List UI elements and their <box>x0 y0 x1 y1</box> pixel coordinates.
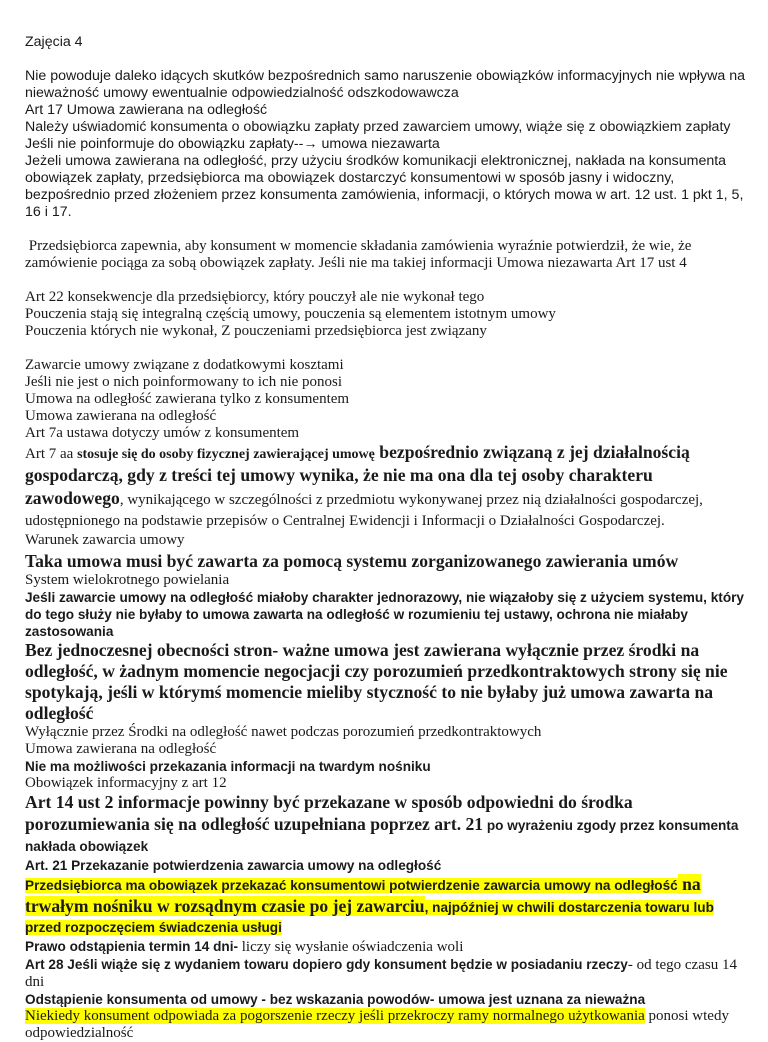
withdrawal-line <box>25 938 745 956</box>
art28-rest: - od tego czasu 14 dni <box>25 957 737 990</box>
art22-line-3: Pouczenia których nie wykonał, Z pouczeniami przedsiębiorca jest związany <box>25 323 487 339</box>
art7a-line: Art 7a ustawa dotyczy umów z konsumentem <box>25 425 300 441</box>
document-body <box>25 34 745 1042</box>
contract-distance-line: Umowa zawierana na odległość <box>25 741 217 757</box>
spacer <box>25 51 745 68</box>
art17-confirmation: Przedsiębiorca zapewnia, aby konsument w momencie składania zamówienia wyraźnie potwierdził, że wie, że zamówienie pociąga za sobą obowiązek zapłaty. Jeśli nie ma takiej informacji Umowa niezawarta Art 17 ust 4 <box>25 238 696 271</box>
condition-label: Warunek zawarcia umowy <box>25 532 185 548</box>
art21-highlight-small: Przedsiębiorca ma obowiązek przekazać konsumentowi potwierdzenie zawarcia umowy na odległość <box>25 878 678 893</box>
liability-line <box>25 1008 745 1042</box>
absence-paragraph: Bez jednoczesnej obecności stron- ważne umowa jest zawierana wyłącznie przez środki na odległość, w żadnym momencie negocjacji czy porozumień przedkontraktowych strony się nie spotykają, jeśli w którymś momencie mieliby styczność to nie byłaby już umowa zawarta na odległość <box>25 640 728 723</box>
spacer <box>25 272 745 289</box>
art17-paragraph: Jeżeli umowa zawierana na odległość, przy użyciu środków komunikacji elektronicznej, nakłada na konsumenta obowiązek zapłaty, przedsiębiorca ma obowiązek dostarczyć konsumentowi w sposób jasny i widoczny, bezpośrednio przed złożeniem przez konsumenta zamówienia, informacji, o których mowa w art. 12 ust. 1 pkt 1, 5, 16 i 17. <box>25 153 744 220</box>
intro-paragraph: Nie powoduje daleko idących skutków bezpośrednich samo naruszenie obowiązków informacyjnych nie wpływa na nieważność umowy ewentualnie odpowiedzialność odszkodowawcza <box>25 68 746 101</box>
art14-paragraph <box>25 792 745 857</box>
withdrawal-bold: Prawo odstąpienia termin 14 dni- <box>25 939 239 954</box>
spacer <box>25 340 745 357</box>
arrow-right-icon: → <box>303 136 318 152</box>
condition-bold: Taka umowa musi być zawarta za pomocą systemu zorganizowanego zawierania umów <box>25 551 679 571</box>
art17-note-2-text: Jeśli nie poinformuje do obowiązku zapłaty-- <box>25 136 304 152</box>
art21-paragraph <box>25 874 745 938</box>
liability-rest: ponosi wtedy odpowiedzialność <box>25 1008 729 1041</box>
costs-line-2: Jeśli nie jest o nich poinformowany to ich nie ponosi <box>25 374 343 390</box>
multiuse-line: System wielokrotnego powielania <box>25 572 230 588</box>
info-duty-line: Obowiązek informacyjny z art 12 <box>25 775 227 791</box>
art7aa-bold-small: stosuje się do osoby fizycznej zawierającej umowę <box>77 447 375 462</box>
art17-note-1: Należy uświadomić konsumenta o obowiązku zapłaty przed zawarciem umowy, wiąże się z obowiązkiem zapłaty <box>25 119 731 135</box>
art28-line <box>25 956 745 991</box>
art21-heading: Art. 21 Przekazanie potwierdzenia zawarcia umowy na odległość <box>25 858 442 873</box>
art7aa-bold-large: bezpośrednio związaną z jej działalnością gospodarczą, gdy z treści tej umowy wynika, że nie ma ona dla tej osoby charakteru zawodowego <box>25 442 690 508</box>
only-means-line: Wyłącznie przez Środki na odległość nawet podczas porozumień przedkontraktowych <box>25 724 542 740</box>
art22-line-2: Pouczenia stają się integralną częścią umowy, pouczenia są elementem istotnym umowy <box>25 306 556 322</box>
art28-bold: Art 28 Jeśli wiąże się z wydaniem towaru dopiero gdy konsument będzie w posiadaniu rzeczy <box>25 957 628 972</box>
costs-line-3: Umowa na odległość zawierana tylko z konsumentem <box>25 391 350 407</box>
art17-heading: Art 17 Umowa zawierana na odległość <box>25 102 268 118</box>
spacer <box>25 221 745 238</box>
art22-line-1: Art 22 konsekwencje dla przedsiębiorcy, który pouczył ale nie wykonał tego <box>25 289 485 305</box>
withdrawal-no-reason: Odstąpienie konsumenta od umowy - bez wskazania powodów- umowa jest uznana za nieważna <box>25 992 646 1007</box>
withdrawal-rest: liczy się wysłanie oświadczenia woli <box>238 939 464 955</box>
art14-large: Art 14 ust 2 informacje powinny być przekazane w sposób odpowiedni do środka porozumiewania się na odległość uzupełniana poprzez art. 21 <box>25 792 633 834</box>
art17-note-2-result: umowa niezawarta <box>317 136 440 152</box>
costs-line-1: Zawarcie umowy związane z dodatkowymi kosztami <box>25 357 344 373</box>
art7aa-paragraph <box>25 442 745 532</box>
liability-highlight: Niekiedy konsument odpowiada za pogorszenie rzeczy jeśli przekroczy ramy normalnego użytkowania <box>25 1008 645 1024</box>
costs-line-4: Umowa zawierana na odległość <box>25 408 217 424</box>
art7aa-rest: , wynikającego w szczególności z przedmiotu wykonywanej przez nią działalności gospodarczej, udostępnionego na podstawie przepisów o Centralnej Ewidencji i Informacji o Działalności Gospodarczej. <box>25 492 703 529</box>
page-title: Zajęcia 4 <box>25 34 83 50</box>
art21-highlight-large: na trwałym nośniku w rozsądnym czasie po jej zawarciu <box>25 874 701 916</box>
onetime-paragraph: Jeśli zawarcie umowy na odległość miałoby charakter jednorazowy, nie wiązałoby się z użyciem systemu, który do tego służy nie byłaby to umowa zawarta na odległość w rozumieniu tej ustawy, ochrona nie miałaby zastosowania <box>25 590 744 639</box>
durable-medium-line: Nie ma możliwości przekazania informacji na twardym nośniku <box>25 759 431 774</box>
art7aa-prefix: Art 7 aa <box>25 446 78 462</box>
art21-highlight-tail: , najpóźniej w chwili dostarczenia towaru lub przed rozpoczęciem świadczenia usługi <box>25 900 714 935</box>
art14-small: po wyrażeniu zgody przez konsumenta nakłada obowiązek <box>25 818 739 854</box>
art17-note-2 <box>25 136 745 153</box>
